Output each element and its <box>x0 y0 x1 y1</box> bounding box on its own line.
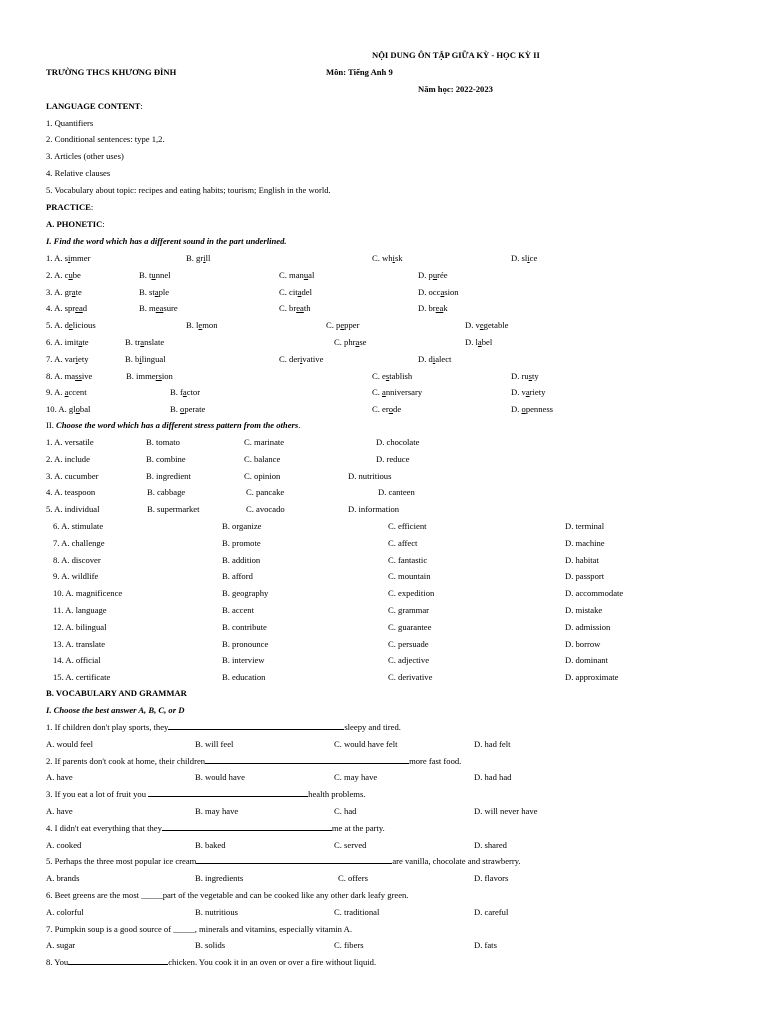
phonetic-option[interactable]: C. erode <box>372 404 402 415</box>
answer-option[interactable]: C. fibers <box>334 940 364 951</box>
answer-option[interactable]: C. may have <box>334 772 378 783</box>
stress-option[interactable]: B. combine <box>146 453 186 464</box>
phonetic-option[interactable]: 5. A. delicious <box>46 320 96 331</box>
stress-option[interactable]: 5. A. individual <box>46 504 100 515</box>
phonetic-option[interactable]: D. vegetable <box>465 320 509 331</box>
stress-option[interactable]: D. habitat <box>565 554 599 565</box>
stress-option[interactable]: B. ingredient <box>146 470 191 481</box>
stress-option[interactable]: C. opinion <box>244 470 281 481</box>
document-title: NỘI DUNG ÔN TẬP GIỮA KỲ - HỌC KỲ II <box>372 50 540 60</box>
stress-option[interactable]: D. nutritious <box>348 470 392 481</box>
stress-option[interactable]: 10. A. magnificence <box>53 588 123 599</box>
answer-option[interactable]: B. solids <box>195 940 226 951</box>
stress-option[interactable]: 11. A. language <box>53 605 107 615</box>
phonetic-option[interactable]: D. break <box>418 303 448 314</box>
phonetic-option[interactable]: D. variety <box>511 387 546 398</box>
phonetic-option[interactable]: 3. A. grate <box>46 286 82 297</box>
stress-option[interactable]: D. borrow <box>565 638 601 649</box>
stress-option[interactable]: B. accent <box>222 605 254 615</box>
phonetic-option[interactable]: D. label <box>465 337 493 347</box>
stress-option[interactable]: 2. A. include <box>46 453 90 464</box>
question-stem: 2. If parents don't cook at home, their children more fast food. <box>46 755 462 766</box>
stress-option[interactable]: 4. A. teaspoon <box>46 487 96 498</box>
stress-option[interactable]: C. efficient <box>388 521 427 531</box>
stress-option[interactable]: D. terminal <box>565 521 605 531</box>
answer-option[interactable]: D. shared <box>474 839 507 850</box>
stress-option[interactable]: 1. A. versatile <box>46 437 94 447</box>
answer-option[interactable]: C. had <box>334 806 357 816</box>
stress-option[interactable]: B. geography <box>222 588 269 599</box>
stress-option[interactable]: C. marinate <box>244 437 285 447</box>
phonetic-option[interactable]: C. manual <box>279 269 315 280</box>
stress-option[interactable]: C. pancake <box>246 487 285 498</box>
stress-option[interactable]: C. fantastic <box>388 554 428 565</box>
stress-option[interactable]: D. admission <box>565 621 611 632</box>
answer-blank[interactable] <box>68 957 168 965</box>
answer-option[interactable]: A. colorful <box>46 906 84 917</box>
question-stem: 6. Beet greens are the most _____part of the vegetable and can be cooked like any other dark leafy green. <box>46 890 409 900</box>
phonetic-option[interactable]: D. slice <box>511 253 538 263</box>
answer-option[interactable]: D. fats <box>474 940 497 951</box>
stress-option[interactable]: D. reduce <box>376 453 410 464</box>
stress-option[interactable]: B. supermarket <box>147 504 200 515</box>
answer-option[interactable]: D. will never have <box>474 806 538 816</box>
stress-option[interactable]: C. affect <box>388 537 418 548</box>
stress-option[interactable]: B. interview <box>222 655 265 666</box>
phonetic-option[interactable]: B. staple <box>139 286 170 297</box>
stress-option[interactable]: B. tomato <box>146 437 180 447</box>
stress-option[interactable]: 3. A. cucumber <box>46 470 99 481</box>
phonetic-option[interactable]: C. anniversary <box>372 387 423 398</box>
answer-option[interactable]: B. ingredients <box>195 873 244 884</box>
phonetic-option[interactable]: C. citadel <box>279 286 312 297</box>
phonetic-option[interactable]: D. openness <box>511 404 554 415</box>
answer-option[interactable]: C. served <box>334 839 367 850</box>
subject-label: Môn: Tiếng Anh 9 <box>326 67 393 77</box>
stress-option[interactable]: C. persuade <box>388 638 429 649</box>
phonetic-option[interactable]: D. dialect <box>418 353 452 364</box>
stress-option[interactable]: 9. A. wildlife <box>53 571 99 582</box>
stress-option[interactable]: C. mountain <box>388 571 431 582</box>
answer-option[interactable]: B. baked <box>195 839 226 850</box>
content-item: 3. Articles (other uses) <box>46 151 124 161</box>
answer-blank[interactable] <box>196 856 392 864</box>
phonetic-option[interactable]: 10. A. global <box>46 404 91 415</box>
content-item: 1. Quantifiers <box>46 118 94 128</box>
phonetic-option[interactable]: 4. A. spread <box>46 303 88 314</box>
phonetic-option[interactable]: D. purée <box>418 269 448 280</box>
answer-blank[interactable] <box>148 789 308 797</box>
answer-option[interactable]: D. had had <box>474 772 512 783</box>
stress-option[interactable]: D. accommodate <box>565 588 624 599</box>
phonetic-option[interactable]: B. measure <box>139 303 178 314</box>
question-stem: 5. Perhaps the three most popular ice cream are vanilla, chocolate and strawberry. <box>46 856 521 867</box>
answer-option[interactable]: D. had felt <box>474 738 511 749</box>
phonetic-option[interactable]: B. bilingual <box>125 353 166 364</box>
answer-blank[interactable] <box>168 722 344 730</box>
stress-option[interactable]: D. information <box>348 504 400 515</box>
answer-option[interactable]: A. have <box>46 806 73 816</box>
stress-option[interactable]: B. promote <box>222 537 261 548</box>
stress-option[interactable]: C. expedition <box>388 588 435 599</box>
phonetic-option[interactable]: C. establish <box>372 370 413 381</box>
stress-option[interactable]: B. contribute <box>222 621 267 632</box>
stress-option[interactable]: B. education <box>222 672 266 683</box>
answer-option[interactable]: B. nutritious <box>195 906 238 917</box>
answer-option[interactable]: A. brands <box>46 873 80 884</box>
school-name: TRƯỜNG THCS KHƯƠNG ĐÌNH <box>46 67 177 77</box>
stress-option[interactable]: B. pronounce <box>222 638 269 649</box>
phonetic-option[interactable]: D. rusty <box>511 370 539 381</box>
phonetic-option[interactable]: C. derivative <box>279 353 324 364</box>
answer-option[interactable]: B. would have <box>195 772 245 783</box>
question-stem: 1. If children don't play sports, they sleepy and tired. <box>46 722 401 732</box>
answer-option[interactable]: A. cooked <box>46 839 82 850</box>
stress-option[interactable]: 13. A. translate <box>53 638 106 649</box>
stress-option[interactable]: 6. A. stimulate <box>53 521 104 531</box>
answer-blank[interactable] <box>162 823 332 831</box>
stress-option[interactable]: D. machine <box>565 537 605 548</box>
stress-option[interactable]: 8. A. discover <box>53 554 101 565</box>
phonetic-option[interactable]: 9. A. accent <box>46 387 87 398</box>
phonetic-option[interactable]: B. grill <box>186 253 211 263</box>
vocab-grammar-heading: B. VOCABULARY AND GRAMMAR <box>46 688 187 698</box>
answer-option[interactable]: A. sugar <box>46 940 76 951</box>
school-year: Năm học: 2022-2023 <box>418 84 493 94</box>
stress-option[interactable]: D. approximate <box>565 672 619 683</box>
stress-option[interactable]: D. passport <box>565 571 605 582</box>
phonetic-option[interactable]: B. operate <box>170 404 206 415</box>
question-stem: 3. If you eat a lot of fruit you health problems. <box>46 789 366 800</box>
stress-option[interactable]: C. grammar <box>388 605 430 615</box>
phonetic-option[interactable]: B. factor <box>170 387 201 398</box>
phonetic-option[interactable]: B. lemon <box>186 320 218 331</box>
answer-option[interactable]: B. will feel <box>195 738 234 749</box>
phonetic-instruction: I. Find the word which has a different sound in the part underlined. <box>46 236 287 246</box>
phonetic-option[interactable]: 2. A. cube <box>46 269 81 280</box>
answer-option[interactable]: C. offers <box>338 873 368 884</box>
stress-option[interactable]: 14. A. official <box>53 655 101 666</box>
phonetic-option[interactable]: 6. A. imitate <box>46 337 89 347</box>
stress-option[interactable]: B. cabbage <box>147 487 186 498</box>
content-item: 2. Conditional sentences: type 1,2. <box>46 134 165 144</box>
answer-option[interactable]: A. would feel <box>46 738 94 749</box>
phonetic-option[interactable]: 1. A. simmer <box>46 253 91 263</box>
phonetic-option[interactable]: B. translate <box>125 337 165 347</box>
vocab-grammar-instruction: I. Choose the best answer A, B, C, or D <box>46 705 185 715</box>
phonetic-option[interactable]: D. occasion <box>418 286 459 297</box>
answer-option[interactable]: D. flavors <box>474 873 509 884</box>
phonetic-option[interactable]: 7. A. variety <box>46 353 89 364</box>
stress-option[interactable]: D. canteen <box>378 487 415 498</box>
stress-option[interactable]: B. addition <box>222 554 261 565</box>
answer-option[interactable]: B. may have <box>195 806 239 816</box>
stress-option[interactable]: C. avocado <box>246 504 285 515</box>
stress-option[interactable]: B. organize <box>222 521 262 531</box>
question-stem: 4. I didn't eat everything that they me at the party. <box>46 822 385 833</box>
answer-option[interactable]: C. would have felt <box>334 738 398 749</box>
phonetic-option[interactable]: C. pepper <box>326 320 360 331</box>
phonetic-heading: A. PHONETIC: <box>46 219 105 229</box>
stress-instruction: II. Choose the word which has a different stress pattern from the others. <box>46 420 301 430</box>
stress-option[interactable]: D. mistake <box>565 605 603 615</box>
answer-option[interactable]: A. have <box>46 772 73 783</box>
phonetic-option[interactable]: C. phrase <box>334 337 367 347</box>
stress-option[interactable]: D. chocolate <box>376 437 420 447</box>
question-stem: 7. Pumpkin soup is a good source of _____, minerals and vitamins, especially vitamin A. <box>46 923 352 934</box>
stress-option[interactable]: C. balance <box>244 453 281 464</box>
content-item: 5. Vocabulary about topic: recipes and eating habits; tourism; English in the world. <box>46 185 331 195</box>
stress-option[interactable]: C. adjective <box>388 655 430 666</box>
answer-option[interactable]: C. traditional <box>334 906 380 917</box>
answer-option[interactable]: D. careful <box>474 906 509 917</box>
stress-option[interactable]: 12. A. bilingual <box>53 621 107 632</box>
phonetic-option[interactable]: C. breath <box>279 303 311 314</box>
phonetic-option[interactable]: B. immersion <box>126 370 173 381</box>
answer-blank[interactable] <box>205 756 409 764</box>
phonetic-option[interactable]: C. whisk <box>372 253 403 263</box>
practice-heading: PRACTICE: <box>46 202 94 212</box>
question-stem: 8. You chicken. You cook it in an oven or over a fire without liquid. <box>46 957 377 968</box>
stress-option[interactable]: C. guarantee <box>388 621 432 632</box>
stress-option[interactable]: D. dominant <box>565 655 608 666</box>
stress-option[interactable]: 7. A. challenge <box>53 537 105 548</box>
content-item: 4. Relative clauses <box>46 168 111 178</box>
stress-option[interactable]: 15. A. certificate <box>53 672 111 683</box>
stress-option[interactable]: B. afford <box>222 571 253 582</box>
phonetic-option[interactable]: B. tunnel <box>139 269 171 280</box>
stress-option[interactable]: C. derivative <box>388 672 433 683</box>
phonetic-option[interactable]: 8. A. massive <box>46 370 93 381</box>
language-content-heading: LANGUAGE CONTENT: <box>46 101 143 111</box>
